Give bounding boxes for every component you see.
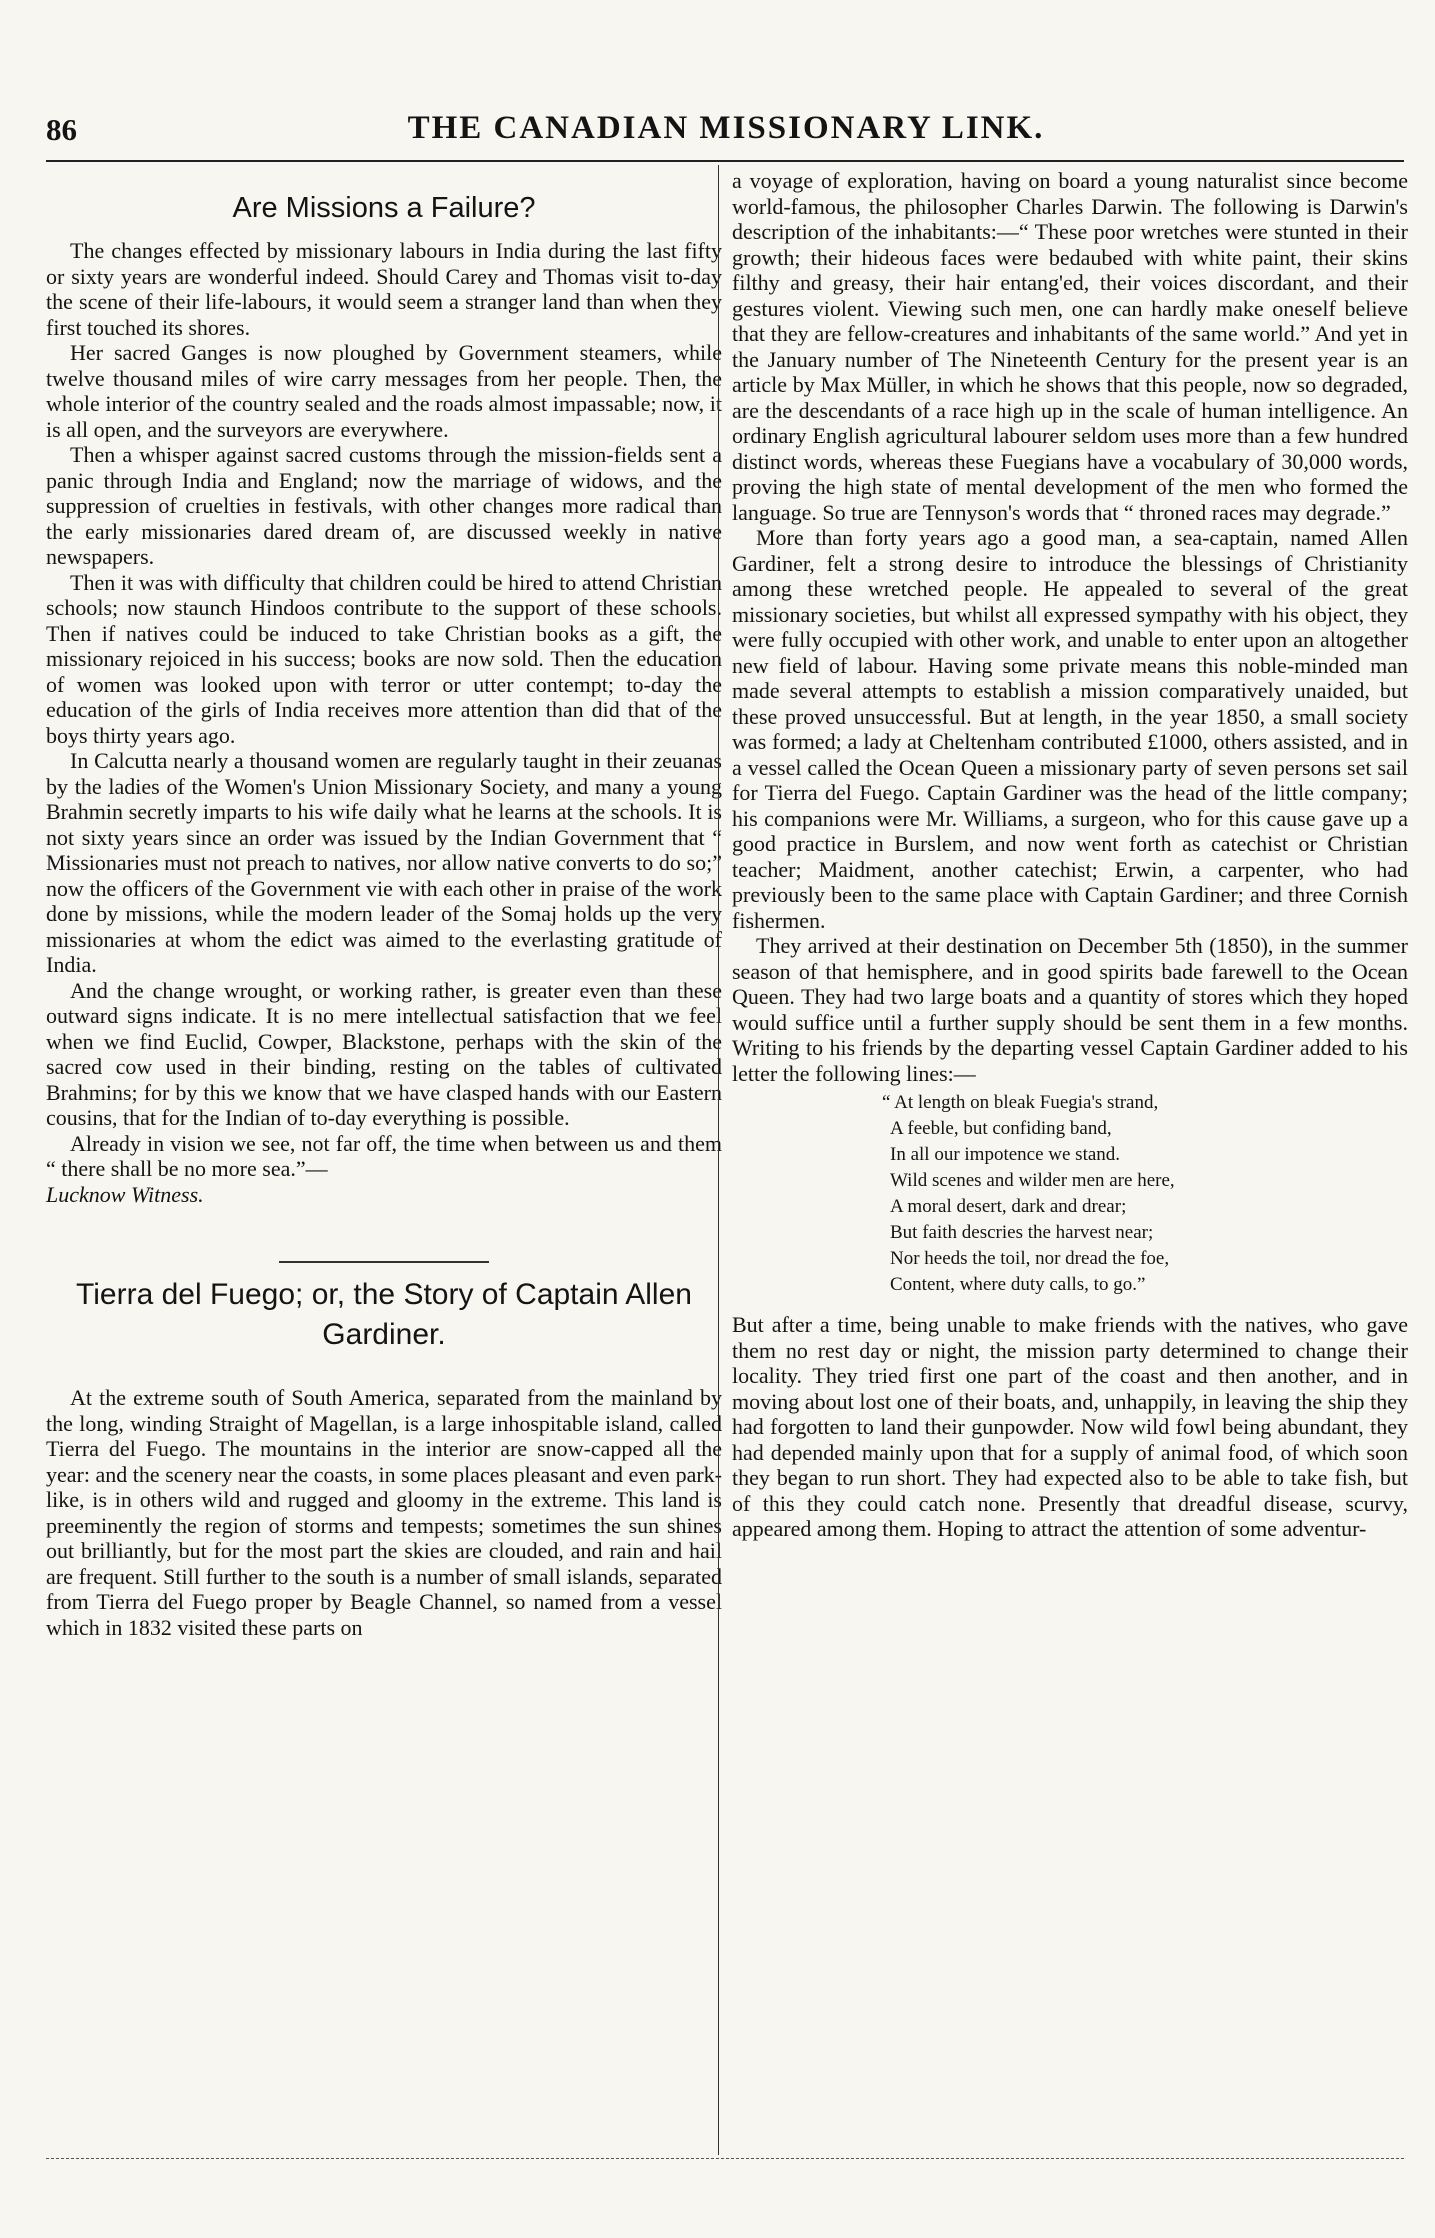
article-paragraph: But after a time, being unable to make friends with the natives, who gave them no rest day or night, the mission party determined to change their locality. They tried first one part of the coast and then another, and in moving about lost one of their boats, and, unhappily, in leaving the ship they had forgotten to land their gunpowder. Now wild fowl being abundant, they had depended mainly upon that for a supply of animal food, of which soon they began to run short. They had expected also to be able to take fish, but of this they could catch none. Presently that dreadful disease, scurvy, appeared among them. Hoping to attract the attention of some adventur- bbox=[732, 1312, 1408, 1541]
article-paragraph: They arrived at their destination on December 5th (1850), in the summer season of that hemisphere, and in good spirits bade farewell to the Ocean Queen. They had two large boats and a quantity of stores which they hoped would suffice until a further supply should be sent them in a few months. Writing to his friends by the departing vessel Captain Gardiner added to his letter the following lines:— bbox=[732, 933, 1408, 1086]
section-divider bbox=[46, 1247, 722, 1257]
article-paragraph: At the extreme south of South America, separated from the mainland by the long, winding Straight of Magellan, is a large inhospitable island, called Tierra del Fuego. The mountains in the interior are snow-capped all the year: and the scenery near the coasts, in some places pleasant and even park-like, is in others wild and rugged and gloomy in the extreme. This land is preeminently the region of storms and tempests; sometimes the sun shines out brilliantly, but for the most part the skies are clouded, and rain and hail are frequent. Still further to the south is a number of small islands, separated from Tierra del Fuego proper by Beagle Channel, so named from a vessel which in 1832 visited these parts on bbox=[46, 1385, 722, 1640]
article-paragraph: Then it was with difficulty that children could be hired to attend Christian schools; now staunch Hindoos contribute to the support of these schools. Then if natives could be induced to take Christian books as a gift, the missionary rejoiced in his success; books are now sold. Then the education of women was looked upon with terror or utter contempt; to-day the education of the girls of India receives more attention than did that of the boys thirty years ago. bbox=[46, 569, 722, 748]
page-number: 86 bbox=[46, 112, 77, 147]
poem-line: A moral desert, dark and drear; bbox=[890, 1196, 1127, 1217]
page-header bbox=[46, 108, 1406, 158]
left-column bbox=[46, 168, 722, 1640]
poem-line: “ At length on bleak Fuegia's strand, bbox=[882, 1092, 1159, 1113]
article-paragraph: Already in vision we see, not far off, the time when between us and them “ there shall be no more sea.”— bbox=[46, 1130, 722, 1181]
article-paragraph: Her sacred Ganges is now ploughed by Government steamers, while twelve thousand miles of wire carry messages from her people. Then, the whole interior of the country sealed and the roads almost impassable; now, it is all open, and the surveyors are everywhere. bbox=[46, 340, 722, 442]
right-column bbox=[732, 168, 1408, 1542]
article-title-tierra-del-fuego: Tierra del Fuego; or, the Story of Captain Allen Gardiner. bbox=[76, 1278, 692, 1351]
article-attribution: Lucknow Witness. bbox=[46, 1181, 204, 1207]
poem-line: Wild scenes and wilder men are here, bbox=[890, 1170, 1175, 1191]
poem-line: But faith descries the harvest near; bbox=[890, 1222, 1154, 1243]
article-title-missions: Are Missions a Failure? bbox=[232, 192, 536, 224]
column-rule bbox=[718, 165, 719, 2155]
poem-line: In all our impotence we stand. bbox=[890, 1144, 1121, 1165]
article-paragraph: The changes effected by missionary labours in India during the last fifty or sixty years are wonderful indeed. Should Carey and Thomas visit to-day the scene of their life-labours, it would seem a stranger land than when they first touched its shores. bbox=[46, 238, 722, 340]
journal-title: THE CANADIAN MISSIONARY LINK. bbox=[407, 110, 1045, 146]
poem-line: Nor heeds the toil, nor dread the foe, bbox=[890, 1248, 1170, 1269]
poem-line: A feeble, but confiding band, bbox=[890, 1118, 1112, 1139]
article-paragraph: And the change wrought, or working rather, is greater even than these outward signs indicate. It is no mere intellectual satisfaction that we feel when we find Euclid, Cowper, Blackstone, perhaps with the skin of the sacred cow used in their binding, resting on the tables of cultivated Brahmins; for by this we know that we have clasped hands with our Eastern cousins, that for the Indian of to-day everything is possible. bbox=[46, 977, 722, 1130]
article-paragraph: a voyage of exploration, having on board a young naturalist since become world-famous, the philosopher Charles Darwin. The following is Darwin's description of the inhabitants:—“ These poor wretches were stunted in their growth; their hideous faces were bedaubed with white paint, their skins filthy and greasy, their hair entang'ed, their voices discordant, and their gestures violent. Viewing such men, one can hardly make oneself believe that they are fellow-creatures and inhabitants of the same world.” And yet in the January number of The Nineteenth Century for the present year is an article by Max Müller, in which he shows that this people, now so degraded, are the descendants of a race high up in the scale of human intelligence. An ordinary English agricultural labourer seldom uses more than a few hundred distinct words, whereas these Fuegians have a vocabulary of 30,000 words, proving the high state of mental development of the men who formed the language. So true are Tennyson's words that “ throned races may degrade.” bbox=[732, 168, 1408, 525]
article-paragraph: In Calcutta nearly a thousand women are regularly taught in their zeuanas by the ladies of the Women's Union Missionary Society, and many a young Brahmin secretly imparts to his wife daily what he learns at the schools. It is not sixty years since an order was issued by the Indian Government that “ Missionaries must not preach to natives, nor allow native converts to do so;” now the officers of the Government vie with each other in praise of the work done by missions, while the modern leader of the Somaj holds up the very missionaries at whom the edict was aimed to the everlasting gratitude of India. bbox=[46, 748, 722, 977]
poem-line: Content, where duty calls, to go.” bbox=[890, 1274, 1146, 1295]
article-paragraph: Then a whisper against sacred customs through the mission-fields sent a panic through India and England; now the marriage of widows, and the suppression of cruelties in festivals, with other changes more radical than the early missionaries dared dream of, are discussed weekly in native newspapers. bbox=[46, 442, 722, 569]
header-rule bbox=[46, 160, 1404, 162]
poem bbox=[882, 1090, 1408, 1298]
footer-rule bbox=[46, 2158, 1404, 2159]
article-paragraph: More than forty years ago a good man, a sea-captain, named Allen Gardiner, felt a strong desire to introduce the blessings of Christianity among these wretched people. He appealed to several of the great missionary societies, but whilst all expressed sympathy with his object, they were fully occupied with other work, and unable to enter upon an altogether new field of labour. Having some private means this noble-minded man made several attempts to establish a mission comparatively unaided, but these proved unsuccessful. But at length, in the year 1850, a small society was formed; a lady at Cheltenham contributed £1000, others assisted, and in a vessel called the Ocean Queen a missionary party of seven persons set sail for Tierra del Fuego. Captain Gardiner was the head of the little company; his companions were Mr. Williams, a surgeon, who for this cause gave up a good practice in Burslem, and now went forth as catechist or Christian teacher; Maidment, another catechist; Erwin, a carpenter, who had previously been to the same place with Captain Gardiner; and three Cornish fishermen. bbox=[732, 525, 1408, 933]
